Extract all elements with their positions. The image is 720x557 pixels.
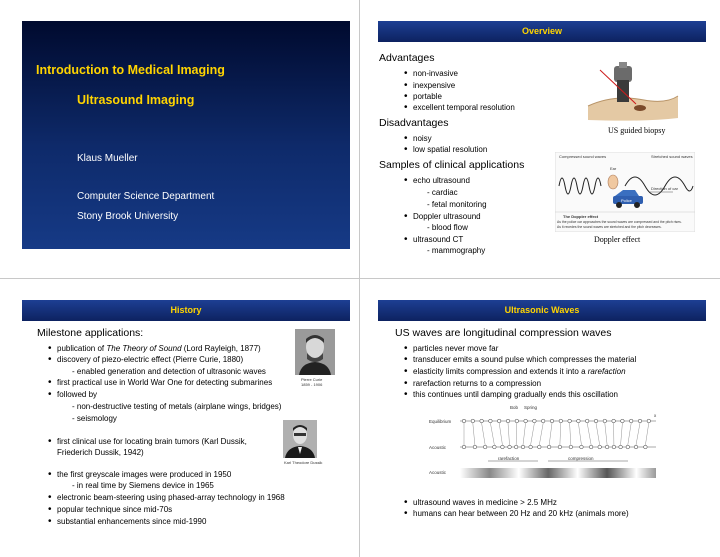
equilibrium-bob (559, 419, 563, 423)
sub-item: - enabled generation and detection of ultrasonic waves (72, 367, 266, 376)
sub-item: - non-destructive testing of metals (airplane wings, bridges) (72, 402, 282, 411)
displaced-bob (644, 445, 648, 449)
displaced-bob (473, 445, 477, 449)
equilibrium-bob (506, 419, 510, 423)
samples-heading: Samples of clinical applications (379, 159, 525, 171)
doppler-caption: Doppler effect (594, 235, 641, 244)
displaced-bob (605, 445, 609, 449)
slide-history (0, 279, 359, 557)
sub-item: - mammography (427, 246, 486, 255)
displaced-bob (598, 445, 602, 449)
rayleigh-post: (Lord Rayleigh, 1877) (181, 344, 261, 353)
rayleigh-pre: publication of (57, 344, 107, 353)
list-item: • noisy (413, 134, 432, 143)
curie-caption-name: Pierre Curie (301, 377, 323, 382)
title-box (22, 21, 350, 249)
equilibrium-bob (497, 419, 501, 423)
displaced-bob (580, 445, 584, 449)
equilibrium-bob (471, 419, 475, 423)
list-item: • inexpensive (413, 81, 455, 90)
sub-item: - fetal monitoring (427, 200, 487, 209)
list-item: • transducer emits a sound pulse which compresses the material (413, 355, 636, 364)
diagram-label-compression: compression (568, 456, 594, 461)
equilibrium-bob (577, 419, 581, 423)
slide-header: History (22, 300, 350, 321)
list-item: • low spatial resolution (413, 145, 487, 154)
diagram-label-acoustic1: Acoustic (429, 445, 447, 450)
list-item: • this continues until damping gradually ends this oscillation (413, 390, 618, 399)
equilibrium-bob (524, 419, 528, 423)
compression-diagram-svg (428, 404, 660, 484)
doppler-fig-title: The Doppler effect (563, 214, 599, 219)
displaced-bob (508, 445, 512, 449)
slide-overview (360, 0, 720, 278)
disadvantages-heading: Disadvantages (379, 117, 449, 129)
displaced-bob (493, 445, 497, 449)
list-item: • the first greyscale images were produced in 1950 (57, 470, 231, 479)
list-item: • excellent temporal resolution (413, 103, 515, 112)
list-item: • first practical use in World War One for detecting submarines (57, 378, 272, 387)
doppler-label-direction: Direction of car (651, 186, 678, 191)
diagram-label-acoustic2: Acoustic (429, 470, 447, 475)
curie-portrait (295, 329, 335, 375)
list-item: • followed by (57, 390, 97, 399)
doppler-label-compressed: Compressed sound waves (559, 154, 607, 159)
displaced-bob (589, 445, 593, 449)
slide-ultrasonic-waves (360, 279, 720, 557)
list-item (413, 367, 626, 376)
university: Stony Brook University (77, 211, 179, 222)
equilibrium-bob (629, 419, 633, 423)
doppler-fig-desc1: As the police car approaches the sound waves are compressed and the pitch rises. (557, 220, 682, 224)
list-item: • ultrasound waves in medicine > 2.5 MHz (413, 498, 557, 507)
equilibrium-bob (612, 419, 616, 423)
diagram-label-spring: Spring (524, 405, 538, 410)
equilibrium-bob (603, 419, 607, 423)
rayleigh-title: The Theory of Sound (106, 344, 182, 353)
list-item: • portable (413, 92, 442, 101)
author-name: Klaus Mueller (77, 153, 138, 164)
list-item: • electronic beam-steering using phased-array technology in 1968 (57, 493, 285, 502)
milestone-heading: Milestone applications: (37, 327, 144, 339)
biopsy-image (584, 60, 680, 124)
equilibrium-bob (550, 419, 554, 423)
doppler-figure (555, 152, 695, 232)
slide-title (0, 0, 359, 278)
equilibrium-bob (541, 419, 545, 423)
displaced-bob (547, 445, 551, 449)
displaced-bob (634, 445, 638, 449)
list-item: • echo ultrasound (413, 176, 470, 185)
equilibrium-bob (621, 419, 625, 423)
equilibrium-bob (515, 419, 519, 423)
waves-heading: US waves are longitudinal compression waves (395, 327, 612, 339)
sub-item: - blood flow (427, 223, 468, 232)
list-item: • Doppler ultrasound (413, 212, 481, 221)
displaced-bob (619, 445, 623, 449)
list-item: • first clinical use for locating brain tumors (Karl Dussik, (57, 437, 247, 446)
title-line2: Ultrasound Imaging (77, 93, 195, 107)
displaced-bob (501, 445, 505, 449)
doppler-label-stretched: Stretched sound waves (651, 154, 693, 159)
list-item-continued: Friederich Dussik, 1942) (57, 448, 144, 457)
equilibrium-bob (638, 419, 642, 423)
doppler-label-police: Police (621, 198, 632, 203)
sub-item: - cardiac (427, 188, 458, 197)
list-item: • substantial enhancements since mid-1990 (57, 517, 206, 526)
displaced-bob (626, 445, 630, 449)
elasticity-italic: rarefaction (587, 367, 626, 376)
displaced-bob (521, 445, 525, 449)
department: Computer Science Department (77, 191, 215, 202)
compression-diagram (428, 404, 660, 484)
diagram-label-equilibrium: Equilibrium (429, 419, 452, 424)
curie-caption-dates: 1859 - 1906 (301, 382, 323, 387)
equilibrium-bob (568, 419, 572, 423)
list-item: • discovery of piezo-electric effect (Pierre Curie, 1880) (57, 355, 243, 364)
diagram-label-bob: Bob (510, 405, 519, 410)
equilibrium-bob (594, 419, 598, 423)
list-item (57, 344, 261, 353)
dussik-caption: Karl Theodore Dussik (284, 460, 323, 465)
equilibrium-bob (462, 419, 466, 423)
displaced-bob (529, 445, 533, 449)
equilibrium-bob (533, 419, 537, 423)
diagram-label-rarefaction: rarefaction (498, 456, 520, 461)
list-item: • popular technique since mid-70s (57, 505, 172, 514)
list-item: • ultrasound CT (413, 235, 463, 244)
displaced-bob (483, 445, 487, 449)
displaced-bob (558, 445, 562, 449)
slide-header: Ultrasonic Waves (378, 300, 706, 321)
equilibrium-bob (480, 419, 484, 423)
displaced-bob (538, 445, 542, 449)
doppler-fig-desc2: As it recedes the sound waves are stretched and the pitch decreases. (557, 225, 662, 229)
list-item: • particles never move far (413, 344, 498, 353)
displaced-bob (462, 445, 466, 449)
displaced-bob (514, 445, 518, 449)
elasticity-pre: elasticity limits compression and extends it into a (413, 367, 588, 376)
displaced-bob (612, 445, 616, 449)
list-item: • humans can hear between 20 Hz and 20 kHz (animals more) (413, 509, 629, 518)
biopsy-caption: US guided biopsy (608, 126, 666, 135)
advantages-heading: Advantages (379, 52, 435, 64)
dussik-portrait (283, 420, 317, 458)
displaced-bob (569, 445, 573, 449)
slide-header: Overview (378, 21, 706, 42)
sub-item: - in real time by Siemens device in 1965 (72, 481, 214, 490)
equilibrium-bob (489, 419, 493, 423)
diagram-label-x: x (654, 413, 657, 418)
sub-item: - seismology (72, 414, 117, 423)
list-item: • rarefaction returns to a compression (413, 379, 541, 388)
equilibrium-bob (647, 419, 651, 423)
title-line1: Introduction to Medical Imaging (36, 63, 225, 77)
list-item: • non-invasive (413, 69, 458, 78)
equilibrium-bob (585, 419, 589, 423)
doppler-label-ear: Ear (610, 166, 617, 171)
